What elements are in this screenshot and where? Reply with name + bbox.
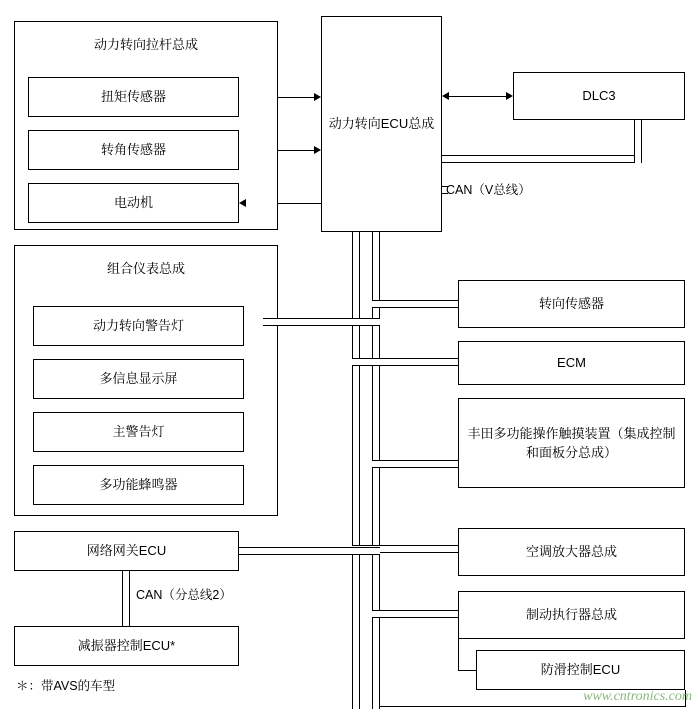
note-avs: ＊：带AVS的车型 [16,679,116,693]
box-power-steering-ecu[interactable]: 动力转向ECU总成 [321,16,442,232]
can-v-bus-trunk-vertical [352,232,360,709]
box-power-steering-warning-lamp[interactable]: 动力转向警告灯 [33,306,244,346]
bus-stub-yaw-rate-sensor [372,300,462,308]
box-multi-info-display[interactable]: 多信息显示屏 [33,359,244,399]
bus-stub-brake-actuator [372,610,462,618]
box-torque-sensor[interactable]: 扭矩传感器 [28,77,239,117]
arrow-ecu-to-motor [239,199,246,207]
watermark: www.cntronics.com [583,689,692,704]
can-v-bus-top-horizontal [442,155,642,163]
link-bottom-close [380,706,685,707]
box-ecm[interactable]: ECM [458,341,685,385]
label-can-sub-bus-2: CAN（分总线2） [136,588,232,602]
box-multi-function-buzzer[interactable]: 多功能蜂鸣器 [33,465,244,505]
can-bus-meter-horizontal [263,318,380,326]
bus-gateway-horizontal [239,547,380,555]
can-sub-bus-2-vertical [122,571,130,627]
box-absorber-control-ecu[interactable]: 减振器控制ECU* [14,626,239,666]
group-steering-linkage-title: 动力转向拉杆总成 [93,37,198,52]
arrow-angle-to-ecu [314,146,321,154]
box-yaw-rate-sensor[interactable]: 转向传感器 [458,280,685,328]
box-ac-amplifier[interactable]: 空调放大器总成 [458,528,685,576]
box-brake-actuator[interactable]: 制动执行器总成 [458,591,685,639]
arrow-to-dlc3 [506,92,513,100]
box-skid-control-ecu[interactable]: 防滑控制ECU [476,650,685,690]
group-combination-meter-title: 组合仪表总成 [106,261,185,276]
link-skid-horizontal [458,670,478,671]
box-motor[interactable]: 电动机 [28,183,239,223]
box-dlc3[interactable]: DLC3 [513,72,685,120]
label-can-v-bus: CAN（V总线） [446,183,531,197]
arrow-to-ecu [442,92,449,100]
box-master-warning-lamp[interactable]: 主警告灯 [33,412,244,452]
link-ecu-to-dlc3 [449,96,506,97]
can-v-bus-right-vertical [634,115,642,163]
arrow-torque-to-ecu [314,93,321,101]
box-network-gateway-ecu[interactable]: 网络网关ECU [14,531,239,571]
box-angle-sensor[interactable]: 转角传感器 [28,130,239,170]
can-v-bus-branch-vertical [372,188,380,709]
bus-stub-ecm [352,358,462,366]
box-toyota-multi-operation-touch[interactable]: 丰田多功能操作触摸装置（集成控制和面板分总成） [458,398,685,488]
bus-stub-toyota-touch [372,460,462,468]
